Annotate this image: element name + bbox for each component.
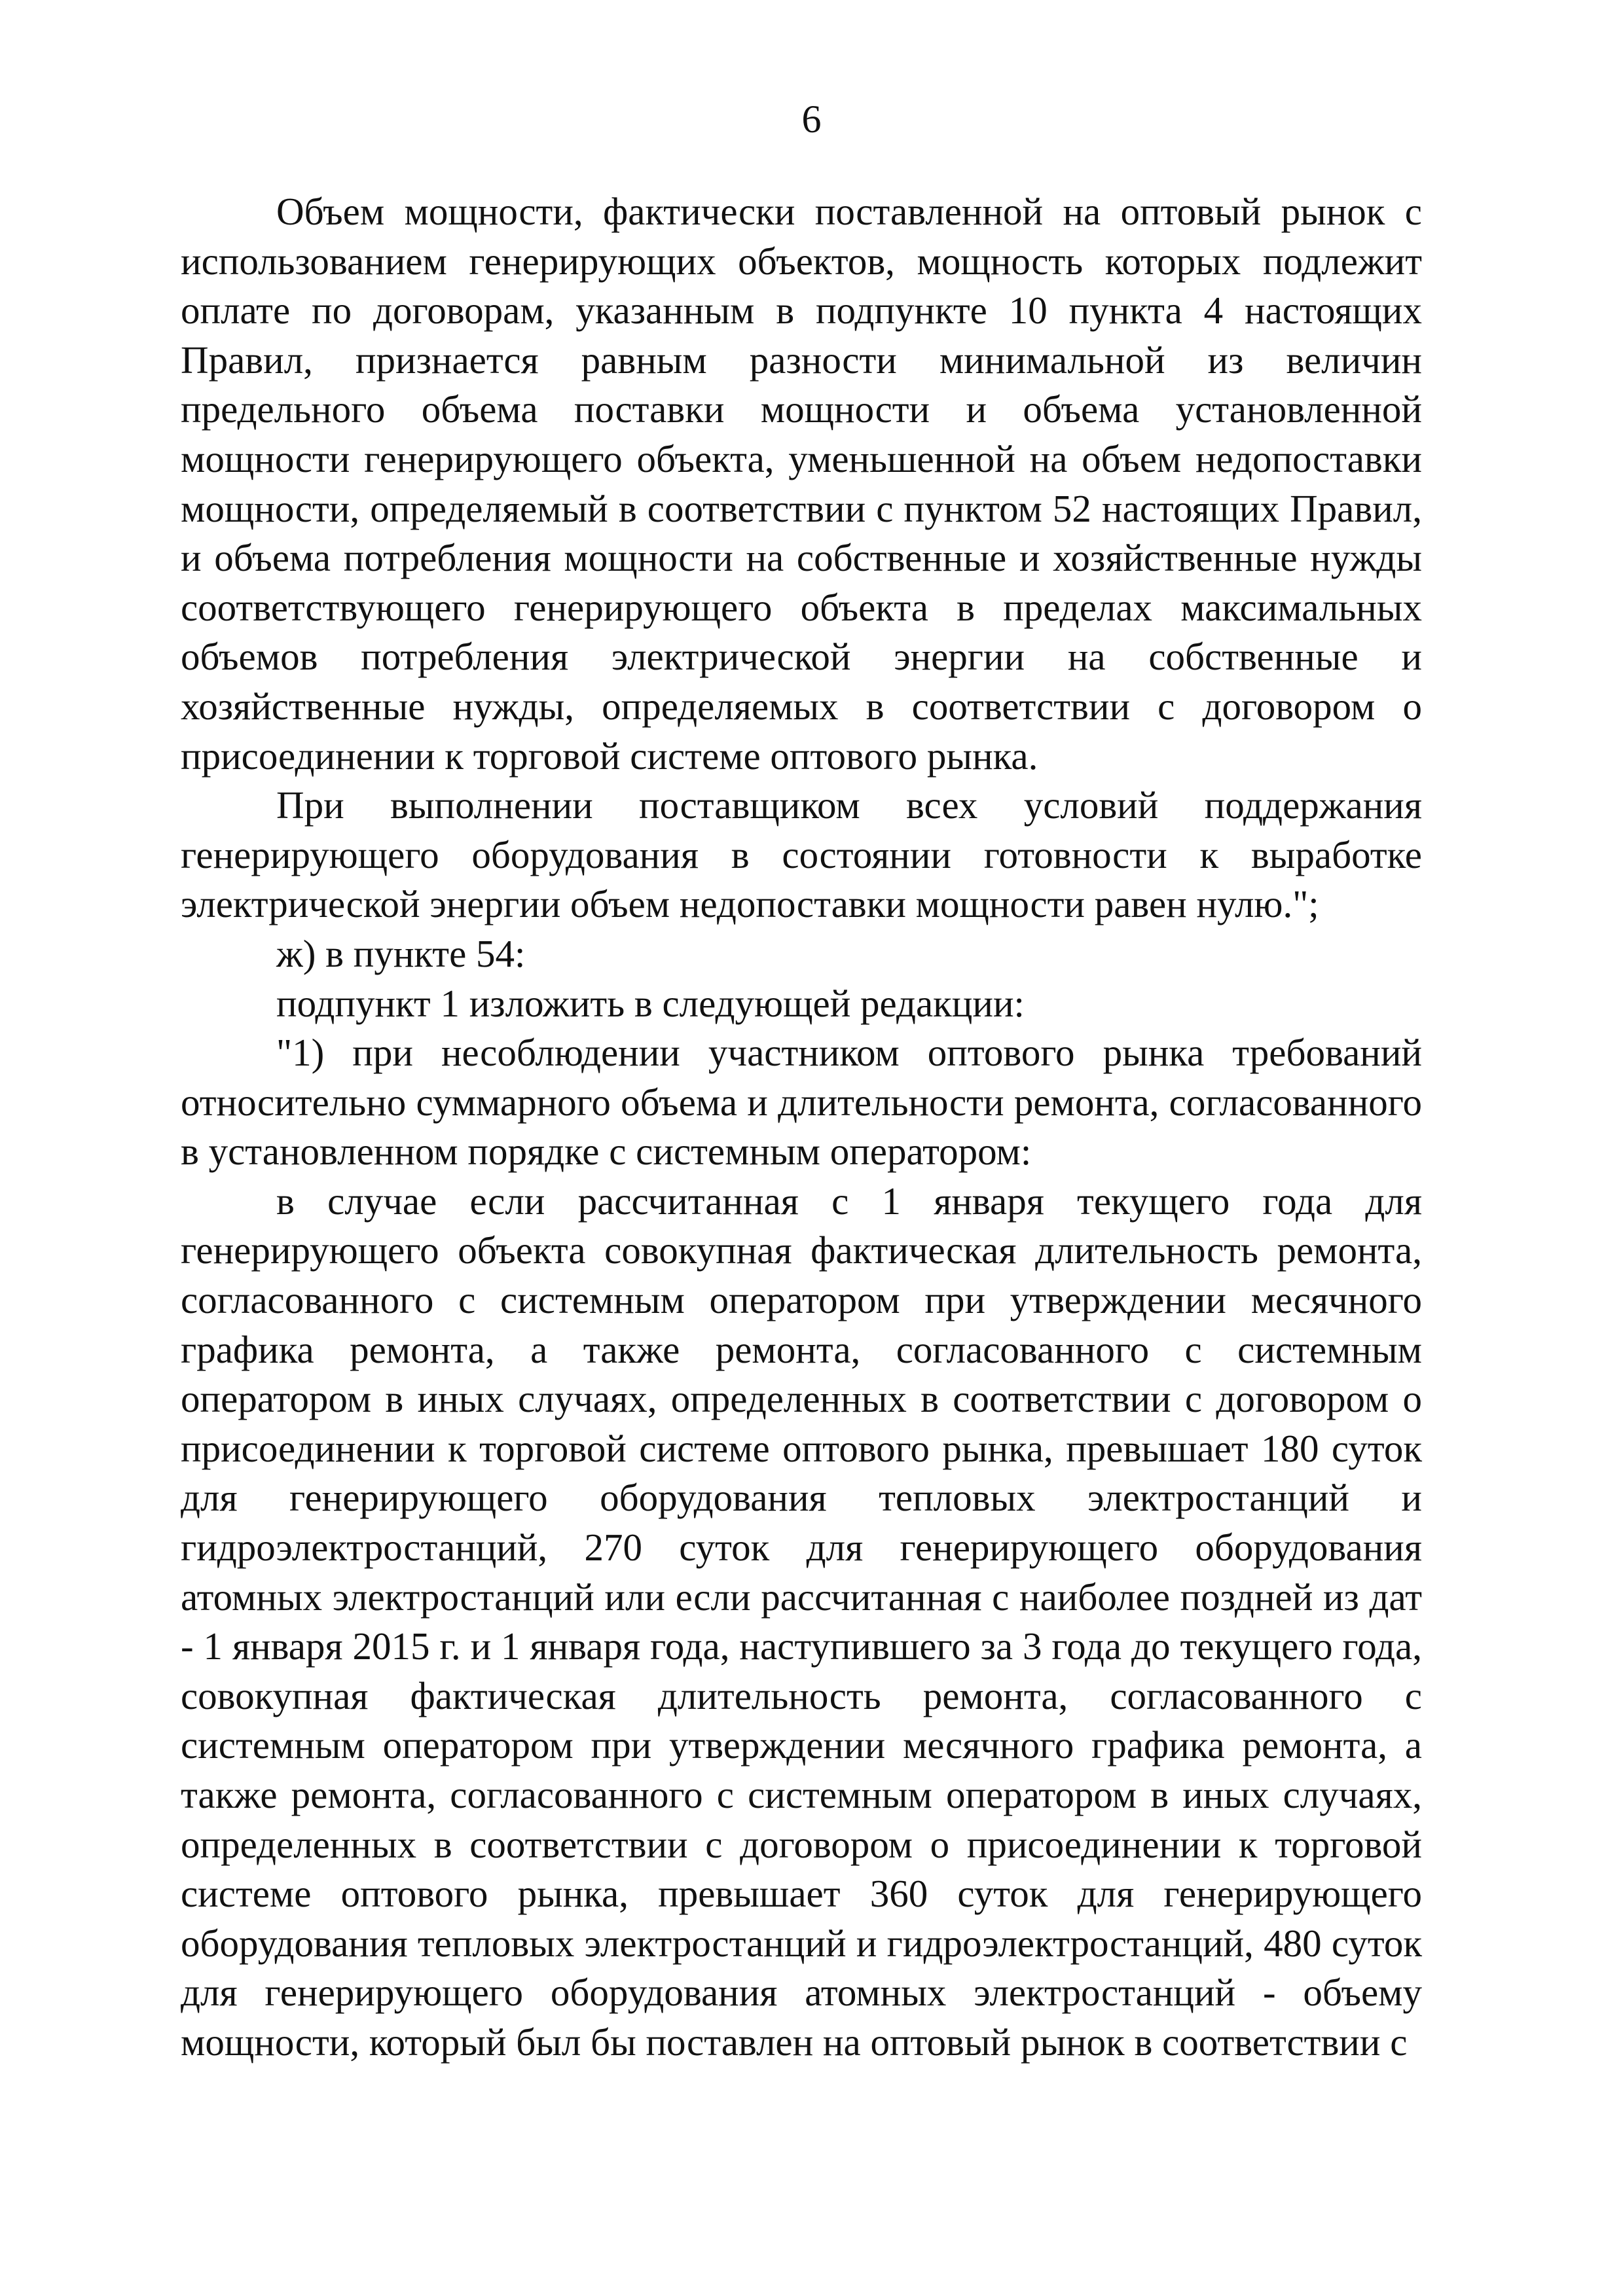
page-number: 6 [801,98,822,141]
paragraph-subitem-intro: подпункт 1 изложить в следующей редакции: [276,981,1025,1025]
paragraph-zero-shortfall: При выполнении поставщиком всех условий поддержания генерирующего оборудования в состоянии готовности к выработке электрической энергии объем недопоставки мощности равен нулю."; [181,783,1422,926]
paragraph-repair-duration: в случае если рассчитанная с 1 января текущего года для генерирующего объекта совокупная фактическая длительность ремонта, согласованного с системным оператором при утверждении месячного графика ремонта, а также ремонта, согласованного с системным оператором в иных случаях, определенных в соответствии с договором о присоединении к торговой системе оптового рынка, превышает 180 суток для генерирующего оборудования тепловых электростанций и гидроэлектростанций, 270 суток для генерирующего оборудования атомных электростанций или если рассчитанная с наиболее поздней из дат - 1 января 2015 г. и 1 января года, наступившего за 3 года до текущего года, совокупная фактическая длительность ремонта, согласованного с системным оператором при утверждении месячного графика ремонта, а также ремонта, согласованного с системным оператором в иных случаях, определенных в соответствии с договором о присоединении к торговой системе оптового рынка, превышает 360 суток для генерирующего оборудования тепловых электростанций и гидроэлектростанций, 480 суток для генерирующего оборудования атомных электростанций - объему мощности, который был бы поставлен на оптовый рынок в соответствии с [181,1179,1422,2064]
paragraph-subitem-1: "1) при несоблюдении участником оптового рынка требований относительно суммарного объема и длительности ремонта, согласованного в установленном порядке с системным оператором: [181,1031,1422,1174]
paragraph-item-zh: ж) в пункте 54: [276,931,526,975]
paragraph-capacity-volume: Объем мощности, фактически поставленной на оптовый рынок с использованием генерирующих объектов, мощность которых подлежит оплате по договорам, указанным в подпункте 10 пункта 4 настоящих Правил, признается равным разности минимальной из величин предельного объема поставки мощности и объема установленной мощности генерирующего объекта, уменьшенной на объем недопоставки мощности, определяемый в соответствии с пунктом 52 настоящих Правил, и объема потребления мощности на собственные и хозяйственные нужды соответствующего генерирующего объекта в пределах максимальных объемов потребления электрической энергии на собственные и хозяйственные нужды, определяемых в соответствии с договором о присоединении к торговой системе оптового рынка. [181,190,1422,778]
document-body [181,187,1422,2068]
